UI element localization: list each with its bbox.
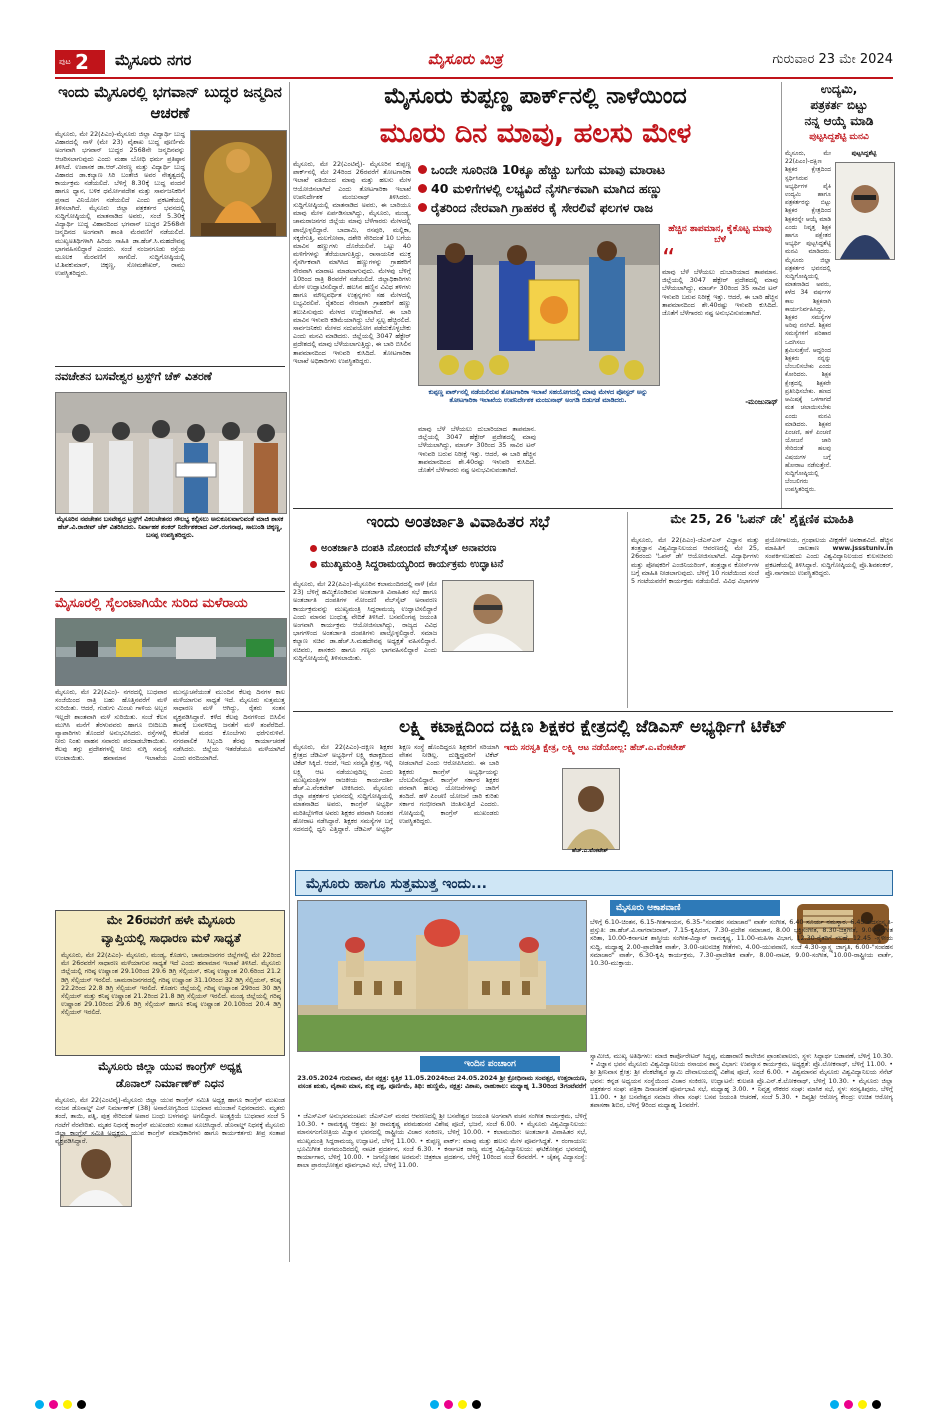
page-header xyxy=(55,48,893,76)
masthead-logo: ಮೈಸೂರು ಮಿತ್ರ xyxy=(427,50,503,68)
rain-headline: ಮೈಸೂರಲ್ಲಿ ಸೈಲಂಟಾಗಿಯೇ ಸುರಿದ ಮಳೆರಾಯ xyxy=(55,596,248,611)
entrepreneur-body: ಮೈಸೂರು, ಮೇ 22(ಪಿಎಂ)-ದಕ್ಷಿಣ ಶಿಕ್ಷಕರ ಕ್ಷೇತ್ರದಿಂದ ಸ್ಪರ್ಧಿಸಿರುವ ಅಭ್ಯರ್ಥಿಗಳ ಪೈಕಿ ಉದ್ಯಮಿ ಹಾಗೂ ಪತ್ರಕರ್ತರನ್ನು ಬಿಟ್ಟು ಶಿಕ್ಷಕರ ಕ್ಷೇತ್ರದಿಂದ ಶಿಕ್ಷಕರನ್ನೇ ಆಯ್ಕೆ ಮಾಡಿ ಎಂದು ನಿವೃತ್ತ ಶಿಕ್ಷಕ ಹಾಗೂ ಪಕ್ಷೇತರ ಅಭ್ಯರ್ಥಿ ಪುಟ್ಟಸಿದ್ದಶೆಟ್ಟಿ ಮನವಿ ಮಾಡಿದರು. ಮೈಸೂರು ಜಿಲ್ಲಾ ಪತ್ರಕರ್ತರ ಭವನದಲ್ಲಿ ಸುದ್ದಿಗೋಷ್ಠಿಯಲ್ಲಿ ಮಾತನಾಡಿದ ಅವರು, ಕಳೆದ 34 ವರ್ಷಗಳ ಕಾಲ ಶಿಕ್ಷಕನಾಗಿ ಕಾರ್ಯನಿರ್ವಹಿಸಿದ್ದು, ಶಿಕ್ಷಕರ ಸಮಸ್ಯೆಗಳ ಅರಿವು ನನಗಿದೆ. ಶಿಕ್ಷಕರ ಸಮಸ್ಯೆಗಳಿಗೆ ಪರಿಹಾರ ಒದಗಿಸಲು ಶ್ರಮಿಸುತ್ತೇನೆ. ಆದ್ದರಿಂದ ಶಿಕ್ಷಕರು ನನ್ನನ್ನು ಬೆಂಬಲಿಸಬೇಕು ಎಂದು ಕೋರಿದರು. ಶಿಕ್ಷಕ ಕ್ಷೇತ್ರದಲ್ಲಿ ಶಿಕ್ಷಕರೇ ಪ್ರತಿನಿಧಿಸಬೇಕು. ಹಣದ ಆಮಿಷಕ್ಕೆ ಒಳಗಾಗದೆ ಮತ ಚಲಾಯಿಸಬೇಕು ಎಂದು ಮನವಿ ಮಾಡಿದರು. ಶಿಕ್ಷಕರ ಪಿಂಚಣಿ, ಹಳೆ ಪಿಂಚಣಿ ಯೋಜನೆ ಜಾರಿ ಸೇರಿದಂತೆ ಹಲವು ವಿಷಯಗಳ ಬಗ್ಗೆ ಹೋರಾಟ ನಡೆಸುತ್ತೇನೆ. ಸುದ್ದಿಗೋಷ್ಠಿಯಲ್ಲಿ ಬೆಂಬಲಿಗರು ಉಪಸ್ಥಿತರಿದ್ದರು. xyxy=(785,150,831,494)
entrepreneur-headline-2: ಪತ್ರಕರ್ತ ಬಿಟ್ಟು xyxy=(810,98,868,112)
cm-photo xyxy=(442,580,534,652)
registration-marks-left xyxy=(35,1398,125,1412)
open-day-website: www.jssstuniv.in xyxy=(832,544,893,553)
page-label: ಪುಟ xyxy=(59,57,71,66)
marriage-bullet xyxy=(310,540,620,556)
rain-photo xyxy=(55,618,287,686)
lakshmi-body-cont xyxy=(504,762,558,865)
buddha-statue-icon xyxy=(191,131,286,236)
lead-bullet xyxy=(418,160,778,179)
trust-caption: ಮೈಸೂರಿನ ನವಚೇತನ ಬಸವೇಶ್ವರ ಟ್ರಸ್ಟ್‌ಗೆ ವಿಕಲಚೇತನರ ಸೌಲಭ್ಯ ಕಲ್ಪಿಸಲು ಅನುಕೂಲವಾಗುವಂತೆ ಮಾಜಿ ಶಾಸಕ ಹೆಚ್.ವಿ.ರಾಜೀವ್ ಚೆಕ್ ವಿತರಿಸಿದರು. ನಿರ್ವಾಹಕ ಶಂಕರ್‌ ನಿರ್ದೇಶಕರಾದ ಎನ್.ರಂಗನಾಥ, ಸಾಲುಂಡಿ ಚಿಕ್ಕಣ್ಣ, ಬಸಪ್ಪ ಉಪಸ್ಥಿತರಿದ್ದರು. xyxy=(56,515,284,539)
divider xyxy=(55,366,285,367)
open-day-headline: ಮೇ 25, 26 'ಓಪನ್ ಡೇ' ಶೈಕ್ಷಣಿಕ ಮಾಹಿತಿ xyxy=(670,512,854,526)
mysore-palace-icon xyxy=(298,901,586,1051)
radio-box xyxy=(590,900,893,1050)
buddha-body: ಮೈಸೂರು, ಮೇ 22(ಪಿಎಂ)-ಮೈಸೂರು ಜಿಲ್ಲಾ ವಿದ್ಯಾರ್ಥಿ ಬುದ್ಧ ವಿಹಾರದಲ್ಲಿ ನಾಳೆ (ಮೇ 23) ವೈಶಾಖ ಬುದ್ಧ ಪೂರ್ಣಿಮೆ ಅಂಗವಾಗಿ ಭಗವಾನ್ ಬುದ್ಧರ 2568ನೇ ಜನ್ಮದಿನವನ್ನು ಆಚರಿಸಲಾಗುವುದು ಎಂದು ಮಹಾ ಬೋಧಿ ಧರ್ಮ ಪ್ರತಿಷ್ಠಾನ ತಿಳಿಸಿದೆ. ಉಪಾಸಕ ಡಾ.ಆರ್.ವೀರಣ್ಣ ಮತ್ತು ವಿದ್ಯಾರ್ಥಿ ಬುದ್ಧ ವಿಹಾರದ ಡಾ.ಕಲ್ಯಾಣ ಸಿರಿ ಬಂತೇಜಿ ಅವರ ನೇತೃತ್ವದಲ್ಲಿ ಕಾರ್ಯಕ್ರಮ ನಡೆಯಲಿದೆ. ಬೆಳಿಗ್ಗೆ 8.30ಕ್ಕೆ ಬುದ್ಧ ವಂದನೆ ಹಾಗೂ ಧ್ಯಾನ, ಬಳಿಕ ಧರ್ಮೋಪದೇಶ ಮತ್ತು ಸಾರ್ವಜನಿಕರಿಗೆ ಪ್ರಸಾದ ವಿನಿಯೋಗ ನಡೆಯಲಿದೆ ಎಂದು ಪ್ರಕಟಣೆಯಲ್ಲಿ ತಿಳಿಸಲಾಗಿದೆ. ಮೈಸೂರು ಜಿಲ್ಲಾ ಪತ್ರಕರ್ತರ ಭವನದಲ್ಲಿ ಸುದ್ದಿಗೋಷ್ಠಿಯಲ್ಲಿ ಮಾತನಾಡಿದ ಅವರು, ಸಂಜೆ 5.30ಕ್ಕೆ ವಿದ್ಯಾರ್ಥಿ ಬುದ್ಧ ವಿಹಾರದಿಂದ ಭಗವಾನ್ ಬುದ್ಧರ 2568ನೇ ಜನ್ಮದಿನದ ಅಂಗವಾಗಿ ಶಾಂತಿ ಮೆರವಣಿಗೆ ನಡೆಯಲಿದೆ. ಮುಖ್ಯಅತಿಥಿಗಳಾಗಿ ಹಿರಿಯ ಸಾಹಿತಿ ಡಾ.ಹೆಚ್.ಸಿ.ಮಹದೇವಪ್ಪ ಭಾಗವಹಿಸಲಿದ್ದಾರೆ ಎಂದರು. ಸಂಜೆ ನಂಜನಗೂಡು ರಸ್ತೆಯ ಮೂಲಕ ಮೆರವಣಿಗೆ ಸಾಗಲಿದೆ. ಸುದ್ದಿಗೋಷ್ಠಿಯಲ್ಲಿ ಟಿ.ಶಿವಕುಮಾರ್, ಚಿಕ್ಕಣ್ಣ, ಸೋಮಶೇಖರ್, ರಾಮು ಉಪಸ್ಥಿತರಿದ್ದರು. xyxy=(55,130,185,278)
lead-photo xyxy=(418,224,660,386)
marriage-body-cont xyxy=(537,580,623,708)
bullet-icon xyxy=(418,184,427,193)
trust-headline: ನವಚೇತನ ಬಸವೇಶ್ವರ ಟ್ರಸ್ಟ್‌ಗೆ ಚೆಕ್ ವಿತರಣೆ xyxy=(55,370,212,383)
lakshmi-quote: ಇದು ಸರಸ್ವತಿ ಕ್ಷೇತ್ರ, ಲಕ್ಷ್ಮಿ ಆಟ ನಡೆಯೋಲ್ಲ: ಹೆಚ್.ಎ.ವೆಂಕಟೇಶ್ xyxy=(504,743,686,753)
portrait-icon xyxy=(443,581,533,651)
lakshmi-body-cont-2 xyxy=(622,762,750,865)
bullet-text: ಅಂತರ್ಜಾತಿ ದಂಪತಿ ನೋಂದಣಿ ವೆಬ್‌ಸೈಟ್ ಅನಾವರಣ xyxy=(321,542,497,554)
today-banner-text: ಮೈಸೂರು ಹಾಗೂ ಸುತ್ತಮುತ್ತ ಇಂದು... xyxy=(306,876,487,892)
congress-headline-2: ಡೊನಾಲ್ ನಿರ್ಮಾಣ್‌ಕ್ ನಿಧನ xyxy=(116,1077,224,1090)
bullet-text: ಒಂದೇ ಸೂರಿನಡಿ 10ಕ್ಕೂ ಹೆಚ್ಚು ಬಗೆಯ ಮಾವು ಮಾರಾಟ xyxy=(431,161,666,177)
group-photo-icon xyxy=(56,393,286,513)
weather-headline-1: ಮೇ 26ರವರೆಗೆ ಹಳೇ ಮೈಸೂರು xyxy=(106,913,236,927)
registration-marks-right xyxy=(830,1398,920,1412)
bullet-icon xyxy=(310,561,317,568)
entrepreneur-subhead: ಪುಟ್ಟಸಿದ್ದಶೆಟ್ಟಿ ಮನವಿ xyxy=(809,132,869,142)
entrepreneur-headline-1: ಉದ್ಯಮಿ, xyxy=(820,82,858,96)
page-number: 2 xyxy=(75,50,89,74)
lakshmi-body: ಮೈಸೂರು, ಮೇ 22(ಪಿಎಂ)-ದಕ್ಷಿಣ ಶಿಕ್ಷಕರ ಕ್ಷೇತ್ರದ ಜೆಡಿಎಸ್ ಅಭ್ಯರ್ಥಿಗೆ ಲಕ್ಷ್ಮಿ ಕಟಾಕ್ಷದಿಂದ ಟಿಕೆಟ್ ಸಿಕ್ಕಿದೆ. ಆದರೆ, ಇದು ಸರಸ್ವತಿ ಕ್ಷೇತ್ರ, ಇಲ್ಲಿ ಲಕ್ಷ್ಮಿ ಆಟ ನಡೆಯುವುದಿಲ್ಲ ಎಂದು ಮುಖ್ಯಮಂತ್ರಿಗಳ ರಾಜಕೀಯ ಕಾರ್ಯದರ್ಶಿ ಹೆಚ್.ಎ.ವೆಂಕಟೇಶ್ ಟೀಕಿಸಿದರು. ಮೈಸೂರು ಜಿಲ್ಲಾ ಪತ್ರಕರ್ತರ ಭವನದಲ್ಲಿ ಸುದ್ದಿಗೋಷ್ಠಿಯಲ್ಲಿ ಮಾತನಾಡಿದ ಅವರು, ಕಾಂಗ್ರೆಸ್ ಅಭ್ಯರ್ಥಿ ಮರಿತಿಬ್ಬೇಗೌಡ ಅವರು ಶಿಕ್ಷಕರ ಪರವಾಗಿ ನಿರಂತರ ಹೋರಾಟ ನಡೆಸಿದ್ದಾರೆ. ಶಿಕ್ಷಕರ ಸಮಸ್ಯೆಗಳ ಬಗ್ಗೆ ಸದನದಲ್ಲಿ ಧ್ವನಿ ಎತ್ತಿದ್ದಾರೆ. ಜೆಡಿಎಸ್ ಅಭ್ಯರ್ಥಿ ಶಿಕ್ಷಣ ಸಂಸ್ಥೆ ಹೊಂದಿದ್ದರೂ ಶಿಕ್ಷಕರಿಗೆ ಸರಿಯಾಗಿ ವೇತನ ನೀಡಿಲ್ಲ. ದುಡ್ಡಿದ್ದವರಿಗೆ ಟಿಕೆಟ್ ನೀಡಲಾಗಿದೆ ಎಂದು ಆರೋಪಿಸಿದರು. ಈ ಬಾರಿ ಶಿಕ್ಷಕರು ಕಾಂಗ್ರೆಸ್ ಅಭ್ಯರ್ಥಿಯನ್ನು ಬೆಂಬಲಿಸಲಿದ್ದಾರೆ. ಕಾಂಗ್ರೆಸ್ ಸರ್ಕಾರ ಶಿಕ್ಷಕರ ಪರವಾಗಿ ಹಲವು ಯೋಜನೆಗಳನ್ನು ಜಾರಿಗೆ ತಂದಿದೆ. ಹಳೆ ಪಿಂಚಣಿ ಯೋಜನೆ ಜಾರಿ ಕುರಿತು ಸರ್ಕಾರ ಗಂಭೀರವಾಗಿ ಚಿಂತಿಸುತ್ತಿದೆ ಎಂದರು. ಗೋಷ್ಠಿಯಲ್ಲಿ ಕಾಂಗ್ರೆಸ್ ಮುಖಂಡರು ಉಪಸ್ಥಿತರಿದ್ದರು. xyxy=(293,743,499,834)
portrait-icon xyxy=(836,163,894,259)
lead-caption: ಕುಪ್ಪಣ್ಣ ಪಾರ್ಕ್‌ನಲ್ಲಿ ನಡೆಯಲಿರುವ ತೋಟಗಾರಿಕಾ ಇಲಾಖೆ ಸಹಯೋಗದಲ್ಲಿ ಮಾವು ಮೇಳದ ಪೋಸ್ಟರ್ ಅನ್ನು ತೋಟಗಾರಿಕಾ ಇಲಾಖೆಯ ಉಪನಿರ್ದೇಶಕ ಮಂಜುನಾಥ್ ಅಂಗಡಿ ಬಿಡುಗಡೆ ಮಾಡಿದರು. xyxy=(428,388,648,404)
lead-headline-2: ಮೂರು ದಿನ ಮಾವು, ಹಲಸು ಮೇಳ xyxy=(379,118,692,149)
radio-title: ಮೈಸೂರು ಆಕಾಶವಾಣಿ xyxy=(610,900,780,916)
header-rule xyxy=(55,77,893,79)
buddha-photo xyxy=(190,130,287,237)
lead-sidebar xyxy=(662,224,778,414)
marriage-bullet xyxy=(310,556,620,572)
column-rule xyxy=(627,512,628,708)
lead-bullets xyxy=(418,160,778,220)
lead-body-col1: ಮೈಸೂರು, ಮೇ 22(ಎಂಟಿವೈ)- ಮೈಸೂರಿನ ಕುಪ್ಪಣ್ಣ ಪಾರ್ಕ್‌ನಲ್ಲಿ ಮೇ 24ರಿಂದ 26ರವರೆಗೆ ತೋಟಗಾರಿಕಾ ಇಲಾಖೆ ವತಿಯಿಂದ ಮಾವು ಮತ್ತು ಹಲಸು ಮೇಳ ಆಯೋಜಿಸಲಾಗಿದೆ ಎಂದು ತೋಟಗಾರಿಕಾ ಇಲಾಖೆ ಉಪನಿರ್ದೇಶಕ ಮಂಜುನಾಥ್ ತಿಳಿಸಿದರು. ಸುದ್ದಿಗೋಷ್ಠಿಯಲ್ಲಿ ಮಾತನಾಡಿದ ಅವರು, ಈ ಬಾರಿಯೂ ಮಾವು ಮೇಳ ಏರ್ಪಡಿಸಲಾಗಿದ್ದು, ಮೈಸೂರು, ಮಂಡ್ಯ, ಚಾಮರಾಜನಗರ ಜಿಲ್ಲೆಯ ಮಾವು ಬೆಳೆಗಾರರು ಮೇಳದಲ್ಲಿ ಪಾಲ್ಗೊಳ್ಳಲಿದ್ದಾರೆ. ಬಾದಾಮಿ, ರಸಪುರಿ, ಮಲ್ಲಿಕಾ, ಸಕ್ಕರೆಗುತ್ತಿ, ಮಲಗೋವಾ, ದಶೇರಿ ಸೇರಿದಂತೆ 10 ಬಗೆಯ ಮಾವಿನ ಹಣ್ಣುಗಳು ದೊರೆಯಲಿವೆ. ಒಟ್ಟು 40 ಮಳಿಗೆಗಳನ್ನು ತೆರೆಯಲಾಗುತ್ತಿದ್ದು, ರಾಸಾಯನಿಕ ಮುಕ್ತ ನೈಸರ್ಗಿಕವಾಗಿ ಮಾಗಿಸಿದ ಹಣ್ಣುಗಳನ್ನು ಗ್ರಾಹಕರಿಗೆ ನೇರವಾಗಿ ಮಾರಾಟ ಮಾಡಲಾಗುವುದು. ಮೇಳವು ಬೆಳಿಗ್ಗೆ 10ರಿಂದ ರಾತ್ರಿ 8ರವರೆಗೆ ನಡೆಯಲಿದೆ. ಜಿಲ್ಲಾಧಿಕಾರಿಗಳು ಮೇಳ ಉದ್ಘಾಟಿಸಲಿದ್ದಾರೆ. ಹಲಸಿನ ಹಣ್ಣಿನ ವಿವಿಧ ತಳಿಗಳು ಹಾಗೂ ಮೌಲ್ಯವರ್ಧಿತ ಉತ್ಪನ್ನಗಳು ಸಹ ಮೇಳದಲ್ಲಿ ಲಭ್ಯವಿರಲಿವೆ. ರೈತರಿಂದ ನೇರವಾಗಿ ಗ್ರಾಹಕರಿಗೆ ಹಣ್ಣು ತಲುಪಿಸುವುದು ಮೇಳದ ಉದ್ದೇಶವಾಗಿದೆ. ಈ ಬಾರಿ ಮಾವಿನ ಇಳುವರಿ ಕಡಿಮೆಯಾಗಿದ್ದು ಬೆಲೆ ಸ್ವಲ್ಪ ಹೆಚ್ಚಿರಲಿದೆ. ಸಾರ್ವಜನಿಕರು ಮೇಳದ ಸದುಪಯೋಗ ಪಡೆದುಕೊಳ್ಳಬೇಕು ಎಂದು ಮನವಿ ಮಾಡಿದರು. ಜಿಲ್ಲೆಯಲ್ಲಿ 3047 ಹೆಕ್ಟೇರ್ ಪ್ರದೇಶದಲ್ಲಿ ಮಾವು ಬೆಳೆಯಲಾಗುತ್ತಿದ್ದು, ಈ ಬಾರಿ ಬಿಸಿಲಿನ ತಾಪಮಾನದಿಂದ ಇಳುವರಿ ಕುಸಿದಿದೆ. ತೋಟಗಾರಿಕಾ ಇಲಾಖೆ ಅಧಿಕಾರಿಗಳು ಉಪಸ್ಥಿತರಿದ್ದರು. xyxy=(293,160,411,365)
page-number-badge xyxy=(55,50,105,74)
lead-bullet xyxy=(418,179,778,198)
column-rule xyxy=(781,82,782,508)
entrepreneur-photo-caption: ಪುಟ್ಟಸಿದ್ದಶೆಟ್ಟಿ xyxy=(851,150,877,157)
buddha-headline: ಇಂದು ಮೈಸೂರಲ್ಲಿ ಭಗವಾನ್ ಬುದ್ಧರ ಜನ್ಮದಿನ ಆಚರಣೆ xyxy=(58,83,282,122)
bullet-icon xyxy=(418,165,427,174)
panchanga-body: 23.05.2024 ಗುರುವಾರ, ಮೇ ನಕ್ಷತ್ರ: ಕೃತ್ತಿಕ 11.05.2024ರಿಂದ 24.05.2024 ಶ್ರೀ ಕ್ರೋಧಿನಾಮ ಸಂವತ್ಸರ, ಉತ್ತರಾಯಣ, ವಸಂತ ಋತು, ವೈಶಾಖ ಮಾಸ, ಶುಕ್ಲ ಪಕ್ಷ, ಪೂರ್ಣಿಮೆ, ತಿಥಿ: ಹುಣ್ಣಿಮೆ, ನಕ್ಷತ್ರ: ವಿಶಾಖ, ರಾಹುಕಾಲ: ಮಧ್ಯಾಹ್ನ 1.30ರಿಂದ 3ಗಂಟೆವರೆಗೆ xyxy=(297,1074,587,1091)
lakshmi-headline: ಲಕ್ಷ್ಮಿ ಕಟಾಕ್ಷದಿಂದ ದಕ್ಷಿಣ ಶಿಕ್ಷಕರ ಕ್ಷೇತ್ರದಲ್ಲಿ ಜೆಡಿಎಸ್ ಅಭ್ಯರ್ಥಿಗೆ ಟಿಕೆಟ್ xyxy=(399,717,787,737)
street-rain-icon xyxy=(56,619,286,685)
open-day-text: ಮೈಸೂರು, ಮೇ 22(ಪಿಎಂ)-ಜೆಎಸ್‌ಎಸ್ ವಿಜ್ಞಾನ ಮತ್ತು ತಂತ್ರಜ್ಞಾನ ವಿಶ್ವವಿದ್ಯಾನಿಲಯದ ಆವರಣದಲ್ಲಿ ಮೇ 25, 26ರಂದು 'ಓಪನ್ ಡೇ' ಆಯೋಜಿಸಲಾಗಿದೆ. ವಿದ್ಯಾರ್ಥಿಗಳು ಮತ್ತು ಪೋಷಕರಿಗೆ ಎಂಜಿನಿಯರಿಂಗ್, ತಂತ್ರಜ್ಞಾನ ಕೋರ್ಸ್‌ಗಳ ಬಗ್ಗೆ ಮಾಹಿತಿ ನೀಡಲಾಗುವುದು. ಬೆಳಿಗ್ಗೆ 10 ಗಂಟೆಯಿಂದ ಸಂಜೆ 5 ಗಂಟೆಯವರೆಗೆ ಕಾರ್ಯಕ್ರಮ ನಡೆಯಲಿದೆ. ವಿವಿಧ ವಿಭಾಗಗಳ ಪ್ರಯೋಗಾಲಯ, ಗ್ರಂಥಾಲಯ ವೀಕ್ಷಣೆಗೆ ಅವಕಾಶವಿದೆ. ಹೆಚ್ಚಿನ ಮಾಹಿತಿಗೆ ಜಾಲತಾಣ xyxy=(631,536,893,586)
events-left: • ಜೆಎಸ್‌ಎಸ್ ಅನುಭವಮಂಟಪ: ಜೆಎಸ್‌ಎಸ್ ಮಠದ ಆವರಣದಲ್ಲಿ ಶ್ರೀ ಬಸವೇಶ್ವರ ಜಯಂತಿ ಅಂಗವಾಗಿ ವಚನ ಸಂಗೀತ ಕಾರ್ಯಕ್ರಮ, ಬೆಳಿಗ್ಗೆ 10.30. • ರಾಮಕೃಷ್ಣ ಆಶ್ರಮ: ಶ್ರೀ ರಾಮಕೃಷ್ಣ ಪರಮಹಂಸರ ವಿಶೇಷ ಪೂಜೆ, ಭಜನೆ, ಸಂಜೆ 6.00. • ಮೈಸೂರು ವಿಶ್ವವಿದ್ಯಾನಿಲಯ: ಮಾನಸಗಂಗೋತ್ರಿಯ ವಿಜ್ಞಾನ ಭವನದಲ್ಲಿ ರಾಷ್ಟ್ರೀಯ ವಿಚಾರ ಸಂಕಿರಣ, ಬೆಳಿಗ್ಗೆ 10.00. • ಕಲಾಮಂದಿರ: ಅಂತರ್ಜಾತಿ ವಿವಾಹಿತರ ಸಭೆ, ಮುಖ್ಯಮಂತ್ರಿ ಸಿದ್ದರಾಮಯ್ಯ ಉದ್ಘಾಟನೆ, ಬೆಳಿಗ್ಗೆ 11.00. • ಕುಪ್ಪಣ್ಣ ಪಾರ್ಕ್: ಮಾವು ಮತ್ತು ಹಲಸು ಮೇಳ ಪೂರ್ವಸಿದ್ಧತೆ. • ರಂಗಾಯಣ: ಭೂಮಿಗೀತ ರಂಗಮಂದಿರದಲ್ಲಿ ನಾಟಕ ಪ್ರದರ್ಶನ, ಸಂಜೆ 6.30. • ಕರ್ನಾಟಕ ರಾಜ್ಯ ಮುಕ್ತ ವಿಶ್ವವಿದ್ಯಾನಿಲಯ: ಘಟಿಕೋತ್ಸವ ಭವನದಲ್ಲಿ ಕಾರ್ಯಾಗಾರ, ಬೆಳಿಗ್ಗೆ 10.00. • ಜಗನ್ಮೋಹನ ಅರಮನೆ: ಚಿತ್ರಕಲಾ ಪ್ರದರ್ಶನ, ಬೆಳಿಗ್ಗೆ 10ರಿಂದ ಸಂಜೆ 6ರವರೆಗೆ. • ಚೈತನ್ಯ ವಿದ್ಯಾಸಂಸ್ಥೆ: ಶಾಲಾ ಪ್ರಾರಂಭೋತ್ಸವ ಪೂರ್ವಭಾವಿ ಸಭೆ, ಬೆಳಿಗ್ಗೆ 11.00. xyxy=(297,1112,587,1170)
divider xyxy=(293,508,893,509)
entrepreneur-headline-3: ನನ್ನ ಆಯ್ಕೆ ಮಾಡಿ xyxy=(804,114,874,128)
column-rule xyxy=(289,82,290,1262)
weather-box xyxy=(55,910,285,1056)
today-banner xyxy=(295,870,893,896)
open-day-body xyxy=(631,536,893,708)
lakshmi-photo xyxy=(562,768,620,850)
quote-mark-icon: “ xyxy=(662,244,676,274)
buddha-body-cont xyxy=(190,238,285,362)
bullet-text: ರೈತರಿಂದ ನೇರವಾಗಿ ಗ್ರಾಹಕರ ಕೈ ಸೇರಲಿವೆ ಫಲಗಳ ರಾಜ xyxy=(431,199,654,215)
open-day-text-2: ಸಂಪರ್ಕಿಸಬಹುದು ಎಂದು ವಿಶ್ವವಿದ್ಯಾನಿಲಯದ ಕುಲಸಚಿವರು ಪ್ರಕಟಣೆಯಲ್ಲಿ ತಿಳಿಸಿದ್ದಾರೆ. ಸುದ್ದಿಗೋಷ್ಠಿಯಲ್ಲಿ ಪ್ರೊ.ಶಿವಶಂಕರ್, ಪ್ರೊ.ನಾಗರಾಜು ಉಪಸ್ಥಿತರಿದ್ದರು. xyxy=(765,552,893,577)
bullet-text: ಮುಖ್ಯಮಂತ್ರಿ ಸಿದ್ದರಾಮಯ್ಯರಿಂದ ಕಾರ್ಯಕ್ರಮ ಉದ್ಘಾಟನೆ xyxy=(321,558,504,570)
rain-body: ಮೈಸೂರು, ಮೇ 22(ಪಿಎಂ)- ನಗರದಲ್ಲಿ ಬುಧವಾರ ಸಂಜೆಯಿಂದ ರಾತ್ರಿ ಬಹು ಹೊತ್ತಿನವರೆಗೆ ಮಳೆ ಸುರಿಯಿತು. ಆದರೆ, ಗುಡುಗು ಮಿಂಚು ಗಾಳಿಯ ಅಬ್ಬರ ಇಲ್ಲದೇ ಶಾಂತವಾಗಿ ಮಳೆ ಸುರಿಯಿತು. ಸಂಜೆ ಕೆಲಸ ಮುಗಿಸಿ ಮನೆಗೆ ತೆರಳುವವರು ಹಾಗೂ ಬೀದಿಬದಿ ವ್ಯಾಪಾರಿಗಳು ತೊಂದರೆ ಅನುಭವಿಸಿದರು. ರಸ್ತೆಗಳಲ್ಲಿ ನೀರು ನಿಂತು ವಾಹನ ಸವಾರರು ಪರದಾಡಬೇಕಾಯಿತು. ಕೆಲವು ತಗ್ಗು ಪ್ರದೇಶಗಳಲ್ಲಿ ನೀರು ನುಗ್ಗಿ ಸಮಸ್ಯೆ ಉಂಟಾಯಿತು. ಹವಾಮಾನ ಇಲಾಖೆಯ ಮುನ್ಸೂಚನೆಯಂತೆ ಮುಂದಿನ ಕೆಲವು ದಿನಗಳ ಕಾಲ ಮಳೆಯಾಗುವ ಸಾಧ್ಯತೆ ಇದೆ. ಮೈಸೂರು ಸುತ್ತಮುತ್ತ ಸಾಧಾರಣ ಮಳೆ ಆಗಿದ್ದು, ರೈತರು ಸಂತಸ ವ್ಯಕ್ತಪಡಿಸಿದ್ದಾರೆ. ಕಳೆದ ಕೆಲವು ದಿನಗಳಿಂದ ಬಿಸಿಲಿನ ತಾಪಕ್ಕೆ ಬಸವಳಿದಿದ್ದ ಜನತೆಗೆ ಮಳೆ ತಂಪೆರೆದಿದೆ. ಕೆಲವೆಡೆ ಮರದ ಕೊಂಬೆಗಳು ಧರೆಗುರುಳಿವೆ. ನಗರಪಾಲಿಕೆ ಸಿಬ್ಬಂದಿ ತೆರವು ಕಾರ್ಯಾಚರಣೆ ನಡೆಸಿದರು. ಜಿಲ್ಲೆಯ ಇತರೆಡೆಯೂ ಮಳೆಯಾಗಿದೆ ಎಂದು ವರದಿಯಾಗಿದೆ. xyxy=(55,688,285,762)
palace-photo xyxy=(297,900,587,1052)
issue-date: ಗುರುವಾರ 23 ಮೇ 2024 xyxy=(772,52,893,67)
portrait-icon xyxy=(563,769,619,849)
sidebar-author: -ಮಂಜುನಾಥ್ xyxy=(745,398,778,406)
congress-headline-1: ಮೈಸೂರು ಜಿಲ್ಲಾ ಯುವ ಕಾಂಗ್ರೆಸ್ ಅಧ್ಯಕ್ಷ xyxy=(98,1060,242,1073)
weather-headline-2: ವ್ಯಾಪ್ತಿಯಲ್ಲಿ ಸಾಧಾರಣ ಮಳೆ ಸಾಧ್ಯತೆ xyxy=(101,931,241,945)
lead-bullet xyxy=(418,198,778,217)
entrepreneur-body-cont xyxy=(835,262,893,505)
lakshmi-body-cont-3 xyxy=(754,743,893,865)
weather-body: ಮೈಸೂರು, ಮೇ 22(ಪಿಎಂ)- ಮೈಸೂರು, ಮಂಡ್ಯ, ಕೊಡಗು, ಚಾಮರಾಜನಗರ ಜಿಲ್ಲೆಗಳಲ್ಲಿ ಮೇ 22ರಿಂದ ಮೇ 26ರವರೆಗೆ ಸಾಧಾರಣ ಮಳೆಯಾಗುವ ಸಾಧ್ಯತೆ ಇದೆ ಎಂದು ಹವಾಮಾನ ಇಲಾಖೆ ತಿಳಿಸಿದೆ. ಮೈಸೂರು ಜಿಲ್ಲೆಯಲ್ಲಿ ಗರಿಷ್ಠ ಉಷ್ಣಾಂಶ 29.10ರಿಂದ 29.6 ಡಿಗ್ರಿ ಸೆಲ್ಸಿಯಸ್, ಕನಿಷ್ಠ ಉಷ್ಣಾಂಶ 20.6ರಿಂದ 21.2 ಡಿಗ್ರಿ ಸೆಲ್ಸಿಯಸ್ ಇರಲಿದೆ. ಚಾಮರಾಜನಗರದಲ್ಲಿ ಗರಿಷ್ಠ ಉಷ್ಣಾಂಶ 31.10ರಿಂದ 32 ಡಿಗ್ರಿ ಸೆಲ್ಸಿಯಸ್, ಕನಿಷ್ಠ 22.2ರಿಂದ 22.8 ಡಿಗ್ರಿ ಸೆಲ್ಸಿಯಸ್ ಇರಲಿದೆ. ಕೊಡಗು ಜಿಲ್ಲೆಯಲ್ಲಿ ಗರಿಷ್ಠ ಉಷ್ಣಾಂಶ 29ರಿಂದ 30 ಡಿಗ್ರಿ ಸೆಲ್ಸಿಯಸ್ ಮತ್ತು ಕನಿಷ್ಠ ಉಷ್ಣಾಂಶ 21.2ರಿಂದ 21.8 ಡಿಗ್ರಿ ಸೆಲ್ಸಿಯಸ್ ಇರಲಿದೆ. ಮಂಡ್ಯ ಜಿಲ್ಲೆಯಲ್ಲಿ ಗರಿಷ್ಠ ಉಷ್ಣಾಂಶ 29.10ರಿಂದ 29.6 ಡಿಗ್ರಿ ಸೆಲ್ಸಿಯಸ್ ಹಾಗೂ ಕನಿಷ್ಠ ಉಷ್ಣಾಂಶ 20.10ರಿಂದ 20.4 ಡಿಗ್ರಿ ಸೆಲ್ಸಿಯಸ್ ಇರಲಿದೆ. xyxy=(61,951,281,1017)
lead-body-fragment: ಮಾವು ಬೆಳೆ ಬೆಳೆಯಲು ದುಬಾರಿಯಾದ ತಾಪಮಾನ. ಜಿಲ್ಲೆಯಲ್ಲಿ 3047 ಹೆಕ್ಟೇರ್ ಪ್ರದೇಶದಲ್ಲಿ ಮಾವು ಬೆಳೆಯಲಾಗಿದ್ದು, ಮಾರ್ಚ್ 30ರಿಂದ 35 ಸಾವಿರ ಟನ್ ಇಳುವರಿ ಬರುವ ನಿರೀಕ್ಷೆ ಇತ್ತು. ಆದರೆ, ಈ ಬಾರಿ ಹೆಚ್ಚಿನ ತಾಪಮಾನದಿಂದ ಶೇ.40ರಷ್ಟು ಇಳುವರಿ ಕುಸಿದಿದೆ. ಜೊತೆಗೆ ಬೆಳೆಗಾರರು ನಷ್ಟ ಅನುಭವಿಸುವಂತಾಗಿದೆ. xyxy=(418,425,536,475)
entrepreneur-photo xyxy=(835,162,895,260)
bullet-icon xyxy=(418,203,427,212)
congress-body: ಮೈಸೂರು, ಮೇ 22(ಎಂಟಿವೈ)-ಮೈಸೂರು ಜಿಲ್ಲಾ ಯುವ ಕಾಂಗ್ರೆಸ್ ಸಮಿತಿ ಅಧ್ಯಕ್ಷ ಹಾಗೂ ಕಾಂಗ್ರೆಸ್ ಮುಖಂಡ ನಂಜನ ಡೊನಾಲ್ಡ್ ಎಸ್ ನಿರ್ಮಾಣ್‌ಕ್ (38) ಅನಾರೋಗ್ಯದಿಂದ ಬುಧವಾರ ಮುಂಜಾನೆ ನಿಧನರಾದರು. ಮೃತರು ತಂದೆ, ತಾಯಿ, ಪತ್ನಿ, ಪುತ್ರ ಸೇರಿದಂತೆ ಅಪಾರ ಬಂಧು ಬಳಗವನ್ನು ಅಗಲಿದ್ದಾರೆ. ಅಂತ್ಯಕ್ರಿಯೆ ಬುಧವಾರ ಸಂಜೆ 5 ಗಂಟೆಗೆ ನೆರವೇರಿತು. ಮೃತರ ನಿಧನಕ್ಕೆ ಕಾಂಗ್ರೆಸ್ ಮುಖಂಡರು ಸಂತಾಪ ಸೂಚಿಸಿದ್ದಾರೆ. ಡೊನಾಲ್ಡ್ ನಿಧನಕ್ಕೆ ಮೈಸೂರು ಜಿಲ್ಲಾ ಕಾಂಗ್ರೆಸ್ ಸಮಿತಿ ಅಧ್ಯಕ್ಷರು, ಯುವ ಕಾಂಗ್ರೆಸ್ ಪದಾಧಿಕಾರಿಗಳು ಹಾಗೂ ಕಾರ್ಯಕರ್ತರು ತೀವ್ರ ಸಂತಾಪ ವ್ಯಕ್ತಪಡಿಸಿದ್ದಾರೆ. xyxy=(55,1096,285,1146)
registration-marks-center xyxy=(430,1398,520,1412)
divider xyxy=(55,591,285,592)
marriage-bullets xyxy=(310,540,620,574)
trust-photo xyxy=(55,392,287,514)
sidebar-body: ಮಾವು ಬೆಳೆ ಬೆಳೆಯಲು ದುಬಾರಿಯಾದ ತಾಪಮಾನ. ಜಿಲ್ಲೆಯಲ್ಲಿ 3047 ಹೆಕ್ಟೇರ್ ಪ್ರದೇಶದಲ್ಲಿ ಮಾವು ಬೆಳೆಯಲಾಗಿದ್ದು, ಮಾರ್ಚ್ 30ರಿಂದ 35 ಸಾವಿರ ಟನ್ ಇಳುವರಿ ಬರುವ ನಿರೀಕ್ಷೆ ಇತ್ತು. ಆದರೆ, ಈ ಬಾರಿ ಹೆಚ್ಚಿನ ತಾಪಮಾನದಿಂದ ಶೇ.40ರಷ್ಟು ಇಳುವರಿ ಕುಸಿದಿದೆ. ಜೊತೆಗೆ ಬೆಳೆಗಾರರು ನಷ್ಟ ಅನುಭವಿಸುವಂತಾಗಿದೆ. xyxy=(662,268,778,318)
radio-body: ಬೆಳಿಗ್ಗೆ 6.10-ಚಿಂತನ, 6.15-ಗೀತಗಾಯನ, 6.35-"ಸಂವಹನ ಸಮಾಚಾರ" ವಾರ್ತೆ ಸಂಗೀತ, 6.40 ಸೂರ್ಯ ನಮಸ್ಕಾರ. 6.45 ಪದಸಂಸ್ಕೃತಿ-ಪ್ರಸ್ತುತಿ: ಡಾ.ಹೆಚ್.ವಿ.ನಾಗರಾಜರಾವ್, 7.15-ಕೃಷಿರಂಗ, 7.30-ಪ್ರದೇಶ ಸಮಾಚಾರ, 8.00 ಭಕ್ತಿಸಂಗೀತ, 8.30-ಚಿತ್ರಗೀತೆ, 9.00-ಸಂಗೀತ ಸರಿತಾ, 10.00-ಕರ್ನಾಟಕ ಶಾಸ್ತ್ರೀಯ ಸಂಗೀತ-ವಿದ್ವಾನ್ ರಾಮಕೃಷ್ಣ, 11.00-ಮಹಿಳಾ ವಿಭಾಗ, 12.30-ರೈತರಿಗೆ ಸಲಹೆ, 12.45 -ಸ್ಥಳೀಯ ಸುದ್ದಿ, ಮಧ್ಯಾಹ್ನ 2.00-ಪ್ರಾದೇಶಿಕ ವಾರ್ತೆ, 3.00-ಚಲನಚಿತ್ರ ಗೀತೆಗಳು, 4.00-ಯುವವಾಣಿ, ಸಂಜೆ 4.30-ಸ್ವಾಸ್ಥ್ಯ ಜಾಗೃತಿ, 6.00-"ಸಂವಹನ ಸಮಾಚಾರ" ವಾರ್ತೆ, 6.30-ಕೃಷಿ ಕಾರ್ಯಕ್ರಮ, 7.30-ಪ್ರಾದೇಶಿಕ ವಾರ್ತೆ, 8.00-ನಾಟಕ, 9.00-ಸಂಗೀತ, 10.00-ರಾಷ್ಟ್ರೀಯ ವಾರ್ತೆ, 10.30-ಮುಕ್ತಾಯ. xyxy=(590,918,893,968)
mango-mela-poster-icon xyxy=(419,225,659,385)
divider xyxy=(293,711,893,712)
sidebar-title: ಹೆಚ್ಚಿನ ತಾಪಮಾನ, ಕೈಕೊಟ್ಟ ಮಾವು ಬೆಳೆ xyxy=(668,224,772,245)
lead-body-col3 xyxy=(540,425,658,507)
lead-headline-1: ಮೈಸೂರು ಕುಪ್ಪಣ್ಣ ಪಾರ್ಕ್‌ನಲ್ಲಿ ನಾಳೆಯಿಂದ xyxy=(384,84,687,109)
lead-body-col4 xyxy=(662,418,778,506)
marriage-body: ಮೈಸೂರು, ಮೇ 22(ಪಿಎಂ)-ಮೈಸೂರಿನ ಕಲಾಮಂದಿರದಲ್ಲಿ ನಾಳೆ (ಮೇ 23) ಬೆಳಿಗ್ಗೆ ಹಮ್ಮಿಕೊಂಡಿರುವ ಅಂತರ್ಜಾತಿ ವಿವಾಹಿತರ ಸಭೆ ಹಾಗೂ ಅಂತರ್ಜಾತಿ ದಂಪತಿಗಳ ನೋಂದಣಿ ವೆಬ್‌ಸೈಟ್ ಅನಾವರಣ ಕಾರ್ಯಕ್ರಮವನ್ನು ಮುಖ್ಯಮಂತ್ರಿ ಸಿದ್ದರಾಮಯ್ಯ ಉದ್ಘಾಟಿಸಲಿದ್ದಾರೆ ಎಂದು ಮಾನವ ಬಂಧುತ್ವ ವೇದಿಕೆ ತಿಳಿಸಿದೆ. ಬಸವಲಿಂಗಪ್ಪ ಜಯಂತಿ ಅಂಗವಾಗಿ ಕಾರ್ಯಕ್ರಮ ಆಯೋಜಿಸಲಾಗಿದ್ದು, ರಾಜ್ಯದ ವಿವಿಧ ಭಾಗಗಳಿಂದ ಅಂತರ್ಜಾತಿ ದಂಪತಿಗಳು ಪಾಲ್ಗೊಳ್ಳಲಿದ್ದಾರೆ. ಸಮಾಜ ಕಲ್ಯಾಣ ಸಚಿವ ಡಾ.ಹೆಚ್.ಸಿ.ಮಹದೇವಪ್ಪ ಅಧ್ಯಕ್ಷತೆ ವಹಿಸಲಿದ್ದಾರೆ. ಸಚಿವರು, ಶಾಸಕರು ಹಾಗೂ ಗಣ್ಯರು ಭಾಗವಹಿಸಲಿದ್ದಾರೆ ಎಂದು ಸುದ್ದಿಗೋಷ್ಠಿಯಲ್ಲಿ ತಿಳಿಸಲಾಯಿತು. xyxy=(293,580,437,662)
section-name: ಮೈಸೂರು ನಗರ xyxy=(115,51,192,69)
marriage-headline: ಇಂದು ಅಂತರ್ಜಾತಿ ವಿವಾಹಿತರ ಸಭೆ xyxy=(366,512,550,531)
events-right: ಸ್ವಾಮೀಜಿ, ಮುಖ್ಯ ಅತಿಥಿಗಳು: ಮಾಜಿ ಕಾರ್ಪೊರೇಟರ್ ಸಿದ್ದಪ್ಪ, ಮಹಾರಾಣಿ ಕಾಲೇಜಿನ ಪ್ರಾಂಶುಪಾಲರು, ಸ್ಥಳ: ಸಿದ್ದಾರ್ಥ ಬಡಾವಣೆ, ಬೆಳಿಗ್ಗೆ 10.30. • ವಿಜ್ಞಾನ ಭವನ ಮೈಸೂರು ವಿಶ್ವವಿದ್ಯಾನಿಲಯ ರಸಾಯನ ಶಾಸ್ತ್ರ ವಿಭಾಗ: ಉಪನ್ಯಾಸ ಕಾರ್ಯಕ್ರಮ, ಅಧ್ಯಕ್ಷತೆ: ಪ್ರೊ.ಲೋಕನಾಥ್, ಬೆಳಿಗ್ಗೆ 11.00. • ಶ್ರೀ ಶ್ರೀನಿವಾಸ ಕ್ಷೇತ್ರ: ಶ್ರೀ ವೆಂಕಟೇಶ್ವರ ಸ್ವಾಮಿ ದೇವಾಲಯದಲ್ಲಿ ವಿಶೇಷ ಪೂಜೆ, ಸಂಜೆ 6.00. • ವಿಶ್ವಮಾನವ ಮೈಸೂರು ವಿಶ್ವವಿದ್ಯಾನಿಲಯ ಸೆನೆಟ್ ಭವನ: ಕನ್ನಡ ಅಧ್ಯಯನ ಸಂಸ್ಥೆಯಿಂದ ವಿಚಾರ ಸಂಕಿರಣ, ಉದ್ಘಾಟನೆ: ಕುಲಪತಿ ಪ್ರೊ.ಎನ್.ಕೆ.ಲೋಕನಾಥ್, ಬೆಳಿಗ್ಗೆ 10.30. • ಮೈಸೂರು ಜಿಲ್ಲಾ ಪತ್ರಕರ್ತರ ಸಂಘ: ಪತ್ರಿಕಾ ದಿನಾಚರಣೆ ಪೂರ್ವಭಾವಿ ಸಭೆ, ಮಧ್ಯಾಹ್ನ 3.00. • ನಿವೃತ್ತ ನೌಕರರ ಸಂಘ: ಮಾಸಿಕ ಸಭೆ, ಸ್ಥಳ: ಸರಸ್ವತಿಪುರಂ, ಬೆಳಿಗ್ಗೆ 11.00. • ಶ್ರೀ ಬಸವೇಶ್ವರ ಸಮಾಜ ಸೇವಾ ಸಂಘ: ಬಸವ ಜಯಂತಿ ಆಚರಣೆ, ಸಂಜೆ 5.30. • ದಿವ್ಯಶ್ರೀ ಆರೋಗ್ಯ ಕೇಂದ್ರ: ಉಚಿತ ಆರೋಗ್ಯ ತಪಾಸಣಾ ಶಿಬಿರ, ಬೆಳಿಗ್ಗೆ 9ರಿಂದ ಮಧ್ಯಾಹ್ನ 1ರವರೆಗೆ. xyxy=(590,1052,893,1110)
bullet-icon xyxy=(310,545,317,552)
lead-body-col2 xyxy=(418,425,536,507)
bullet-text: 40 ಮಳಿಗೆಗಳಲ್ಲಿ ಲಭ್ಯವಿದೆ ನೈಸರ್ಗಿಕವಾಗಿ ಮಾಗಿದ ಹಣ್ಣು xyxy=(431,180,663,196)
lakshmi-photo-caption: ಹೆಚ್.ಎ.ವೆಂಕಟೇಶ್ xyxy=(571,848,609,854)
panchanga-title: ಇಂದಿನ ಪಂಚಾಂಗ xyxy=(420,1056,560,1072)
